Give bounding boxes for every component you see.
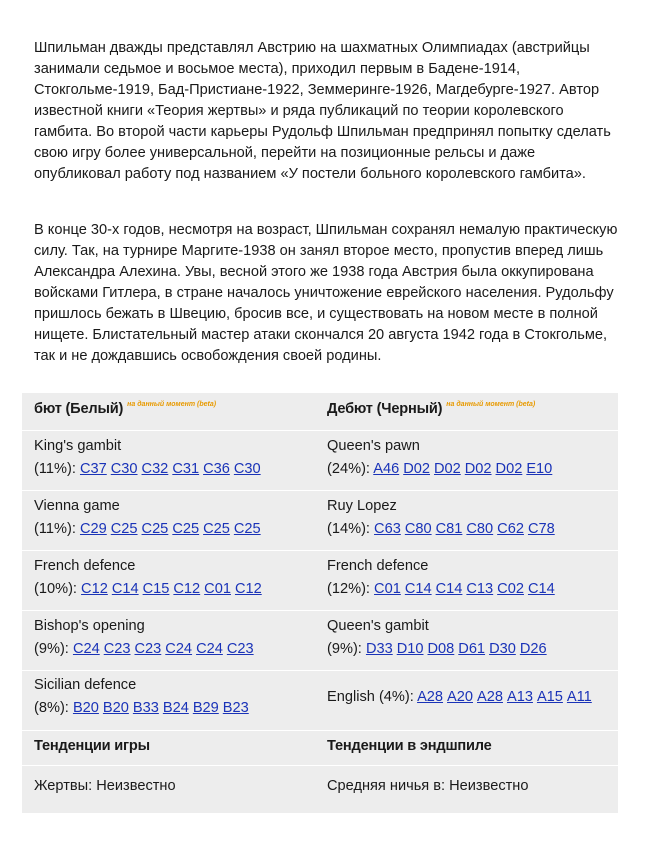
eco-code-link[interactable]: C23 — [226, 641, 254, 657]
row-separator — [22, 490, 618, 491]
eco-code-link[interactable]: B33 — [132, 700, 159, 716]
eco-code-list — [73, 700, 249, 716]
eco-code-link[interactable]: A13 — [506, 689, 533, 705]
opening-percentage: (11%): — [34, 461, 76, 477]
eco-code-link[interactable]: C81 — [435, 521, 463, 537]
eco-code-link[interactable]: C24 — [196, 641, 223, 657]
eco-code-link[interactable]: C14 — [527, 581, 555, 597]
eco-code-link[interactable]: C12 — [81, 581, 108, 597]
opening-name: Queen's pawn — [327, 438, 420, 454]
eco-code-link[interactable]: A15 — [536, 689, 563, 705]
row-separator — [22, 430, 618, 431]
white-opening-entry — [34, 674, 249, 720]
white-opening-entry — [34, 495, 261, 541]
row-separator — [22, 670, 618, 671]
black-opening-entry — [327, 615, 547, 661]
eco-code-link[interactable]: C13 — [466, 581, 494, 597]
opening-percentage: (8%): — [34, 700, 69, 716]
white-header-label: бют (Белый) — [34, 401, 124, 417]
eco-code-link[interactable]: C25 — [203, 521, 230, 537]
opening-percentage: (14%): — [327, 521, 370, 537]
eco-code-list — [73, 641, 254, 657]
white-opening-entry — [34, 435, 261, 481]
beta-note-white: на данный момент (beta) — [127, 401, 217, 408]
white-opening-entry — [34, 555, 262, 601]
eco-code-link[interactable]: D08 — [427, 641, 455, 657]
opening-percentage: (24%): — [327, 461, 370, 477]
eco-code-link[interactable]: C25 — [141, 521, 169, 537]
openings-panel — [22, 393, 618, 813]
eco-code-link[interactable]: D02 — [464, 461, 492, 477]
row-separator — [22, 610, 618, 611]
eco-code-link[interactable]: C14 — [111, 581, 139, 597]
eco-code-link[interactable]: C25 — [172, 521, 200, 537]
eco-code-link[interactable]: D02 — [495, 461, 523, 477]
opening-name: Bishop's opening — [34, 618, 145, 634]
endgame-tendencies-header: Тенденции в эндшпиле — [327, 738, 492, 754]
eco-code-link[interactable]: B23 — [222, 700, 249, 716]
eco-code-list — [81, 581, 262, 597]
eco-code-link[interactable]: C14 — [435, 581, 463, 597]
eco-code-link[interactable]: D02 — [403, 461, 430, 477]
opening-name: French defence — [327, 558, 429, 574]
row-separator — [22, 550, 618, 551]
eco-code-link[interactable]: D61 — [458, 641, 486, 657]
eco-code-link[interactable]: C80 — [466, 521, 494, 537]
black-opening-entry — [327, 435, 552, 481]
white-opening-entry — [34, 615, 254, 661]
eco-code-list — [373, 461, 552, 477]
eco-code-link[interactable]: A28 — [417, 689, 444, 705]
eco-code-link[interactable]: B20 — [72, 700, 99, 716]
eco-code-link[interactable]: C14 — [404, 581, 432, 597]
eco-code-link[interactable]: A11 — [566, 689, 592, 705]
black-openings-header — [327, 401, 535, 417]
opening-percentage: (4%): — [378, 689, 414, 705]
eco-code-link[interactable]: C37 — [79, 461, 107, 477]
biography-paragraph-1: Шпильман дважды представлял Австрию на шахматных Олимпиадах (австрийцы занимали седьмое и восьмое места), приходил первым в Бадене-1914, Стокгольме-1919, Бад-Пристиане-1922, Земмеринге-1926, Магдебурге-1927. Автор известной книги «Теория жертвы» и ряда публикаций по теории королевского гамбита. Во второй части карьеры Рудольф Шпильман предпринял попытку сделать свою игру более универсальной, перейти на позиционные рельсы и даже опубликовал работу под названием «У постели больного королевского гамбита». — [34, 40, 611, 182]
opening-name: Vienna game — [34, 498, 120, 514]
opening-name: King's gambit — [34, 438, 122, 454]
eco-code-link[interactable]: C12 — [173, 581, 201, 597]
row-separator — [22, 730, 618, 731]
black-header-label: Дебют (Черный) — [327, 401, 443, 417]
eco-code-list — [80, 461, 261, 477]
opening-percentage: (12%): — [327, 581, 370, 597]
opening-percentage: (11%): — [34, 521, 76, 537]
opening-name: Ruy Lopez — [327, 498, 397, 514]
eco-code-link[interactable]: E10 — [526, 461, 553, 477]
opening-name: French defence — [34, 558, 136, 574]
opening-name: Sicilian defence — [34, 677, 137, 693]
eco-code-link[interactable]: C12 — [234, 581, 262, 597]
eco-code-link[interactable]: D10 — [396, 641, 424, 657]
opening-name: Queen's gambit — [327, 618, 429, 634]
eco-code-link[interactable]: C80 — [404, 521, 432, 537]
eco-code-link[interactable]: A28 — [477, 689, 503, 705]
eco-code-link[interactable]: B29 — [192, 700, 219, 716]
opening-percentage: (9%): — [34, 641, 69, 657]
eco-code-link[interactable]: C78 — [527, 521, 555, 537]
eco-code-link[interactable]: C23 — [134, 641, 162, 657]
black-opening-entry — [327, 495, 555, 541]
avg-draw-value: Средняя ничья в: Неизвестно — [327, 778, 529, 794]
black-opening-entry — [327, 555, 555, 601]
eco-code-link[interactable]: C32 — [141, 461, 169, 477]
opening-name: English — [327, 689, 375, 705]
opening-percentage: (9%): — [327, 641, 362, 657]
eco-code-link[interactable]: B20 — [102, 700, 129, 716]
eco-code-link[interactable]: C24 — [72, 641, 100, 657]
eco-code-list — [80, 521, 261, 537]
eco-code-list — [366, 641, 547, 657]
white-openings-header — [34, 401, 216, 417]
eco-code-link[interactable]: D30 — [489, 641, 516, 657]
eco-code-link[interactable]: C36 — [203, 461, 230, 477]
eco-code-link[interactable]: C23 — [103, 641, 131, 657]
eco-code-link[interactable]: C24 — [165, 641, 193, 657]
biography-paragraph-2: В конце 30-х годов, несмотря на возраст, Шпильман сохранял немалую практическую силу. Так, на турнире Маргите-1938 он занял второе место, пропустив вперед лишь Александра Алехина. Увы, весной этого же 1938 года Австрия была оккупирована войсками Гитлера, в стране началось уничтожение еврейского населения. Рудольфу пришлось бежать в Швецию, бросив все, и существовать на новом месте в полной нищете. Блистательный мастер атаки скончался 20 августа 1942 года в Стокгольме, так и не дождавшись освобождения своей родины. — [34, 222, 618, 364]
eco-code-link[interactable]: D33 — [365, 641, 393, 657]
eco-code-link[interactable]: C15 — [142, 581, 170, 597]
opening-percentage: (10%): — [34, 581, 77, 597]
eco-code-link[interactable]: B24 — [162, 700, 189, 716]
eco-code-link[interactable]: D26 — [519, 641, 547, 657]
eco-code-link[interactable]: C01 — [204, 581, 231, 597]
game-tendencies-header: Тенденции игры — [34, 738, 150, 754]
eco-code-link[interactable]: A46 — [373, 461, 400, 477]
eco-code-link[interactable]: C25 — [110, 521, 138, 537]
eco-code-list — [417, 689, 592, 705]
eco-code-link[interactable]: C62 — [497, 521, 524, 537]
eco-code-list — [374, 521, 555, 537]
eco-code-link[interactable]: D02 — [433, 461, 461, 477]
sacrifices-value: Жертвы: Неизвестно — [34, 778, 176, 794]
eco-code-link[interactable]: C63 — [374, 521, 401, 537]
black-opening-entry — [327, 686, 592, 709]
eco-code-link[interactable]: C30 — [110, 461, 138, 477]
eco-code-link[interactable]: C02 — [497, 581, 524, 597]
row-separator — [22, 765, 618, 766]
eco-code-link[interactable]: C25 — [233, 521, 261, 537]
eco-code-link[interactable]: A20 — [447, 689, 473, 705]
eco-code-link[interactable]: C29 — [79, 521, 107, 537]
eco-code-link[interactable]: C31 — [172, 461, 200, 477]
eco-code-link[interactable]: C01 — [374, 581, 401, 597]
beta-note-black: на данный момент (beta) — [446, 401, 536, 408]
eco-code-list — [374, 581, 555, 597]
eco-code-link[interactable]: C30 — [233, 461, 261, 477]
